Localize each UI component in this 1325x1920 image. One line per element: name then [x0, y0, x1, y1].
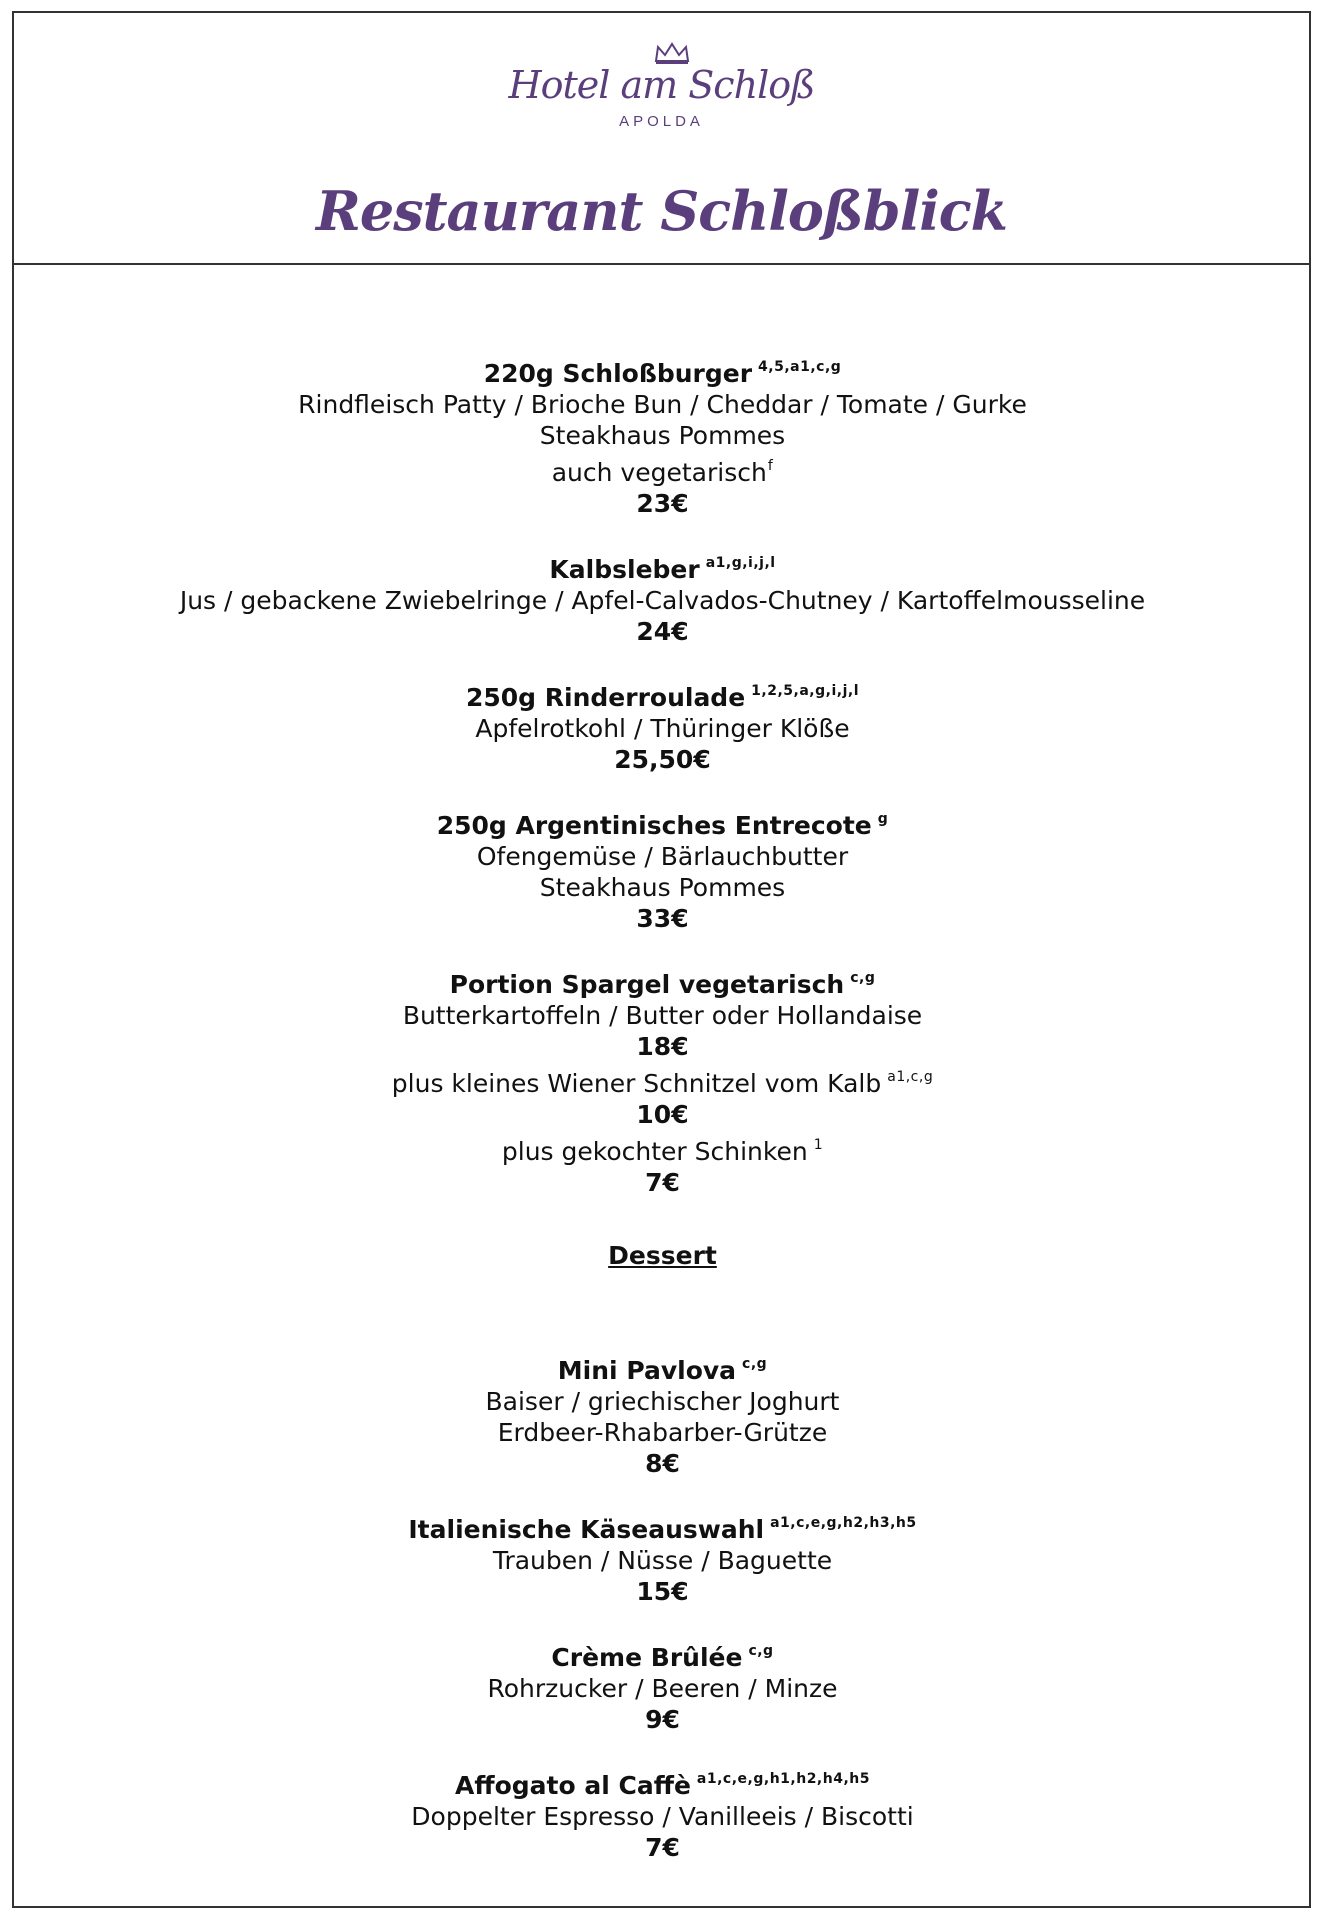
menu-item-description-line — [0, 451, 1325, 488]
menu-item-name: Crème Brûlée — [551, 1643, 743, 1672]
menu-item-title — [0, 1636, 1325, 1673]
menu-item — [0, 676, 1325, 775]
menu-item — [0, 352, 1325, 519]
restaurant-title: Restaurant Schloßblick — [315, 179, 1008, 243]
menu-item-price: 24€ — [636, 617, 689, 646]
menu-item-description: Butterkartoffeln / Butter oder Hollandaise — [402, 1001, 923, 1030]
menu-item-title — [0, 963, 1325, 1000]
menu-item — [0, 548, 1325, 647]
menu-item-description: auch vegetarisch — [551, 458, 767, 487]
menu-item-description: Jus / gebackene Zwiebelringe / Apfel-Calvados-Chutney / Kartoffelmousseline — [179, 586, 1146, 615]
allergen-codes: c,g — [742, 1356, 768, 1372]
dessert-item — [0, 1349, 1325, 1479]
menu-item-title — [0, 548, 1325, 585]
menu-item-price: 23€ — [636, 489, 689, 518]
allergen-codes: 1,2,5,a,g,i,j,l — [751, 683, 859, 699]
hotel-location: APOLDA — [619, 113, 704, 130]
menu-header — [14, 13, 1309, 265]
menu-addon-text: plus kleines Wiener Schnitzel vom Kalb — [391, 1069, 882, 1098]
menu-item-title — [0, 1349, 1325, 1386]
menu-item-title — [0, 676, 1325, 713]
menu-item-title — [0, 804, 1325, 841]
menu-item-name: 250g Rinderroulade — [465, 683, 746, 712]
menu-item-price: 8€ — [645, 1449, 680, 1478]
menu-item-description: Rindfleisch Patty / Brioche Bun / Cheddar / Tomate / Gurke — [298, 390, 1027, 419]
menu-item-title — [0, 352, 1325, 389]
menu-item — [0, 804, 1325, 934]
menu-item-price: 33€ — [636, 904, 689, 933]
hotel-logo: Hotel am Schloß — [508, 63, 815, 107]
menu-item-description: Erdbeer-Rhabarber-Grütze — [497, 1418, 828, 1447]
menu-item-price: 7€ — [645, 1833, 680, 1862]
menu-addon-price: 7€ — [645, 1168, 680, 1197]
menu-item-description: Ofengemüse / Bärlauchbutter — [476, 842, 849, 871]
menu-addon — [0, 1130, 1325, 1167]
menu-item-name: Mini Pavlova — [557, 1356, 737, 1385]
menu-item-description: Steakhaus Pommes — [539, 873, 786, 902]
dessert-item — [0, 1636, 1325, 1735]
allergen-codes: g — [877, 811, 889, 827]
menu-item-name: 220g Schloßburger — [483, 359, 753, 388]
menu-item-name: Affogato al Caffè — [454, 1771, 691, 1800]
menu-item-description: Trauben / Nüsse / Baguette — [492, 1546, 833, 1575]
menu-item-description: Baiser / griechischer Joghurt — [485, 1387, 840, 1416]
menu-item-price: 25,50€ — [614, 745, 711, 774]
menu-item-name: Italienische Käseauswahl — [408, 1515, 765, 1544]
allergen-codes: a1,g,i,j,l — [705, 555, 776, 571]
menu-item-description: Rohrzucker / Beeren / Minze — [487, 1674, 838, 1703]
menu-item-description: Steakhaus Pommes — [539, 421, 786, 450]
menu-item-price: 9€ — [645, 1705, 680, 1734]
allergen-codes: a1,c,g — [887, 1069, 934, 1085]
allergen-codes: c,g — [748, 1643, 774, 1659]
allergen-codes: c,g — [850, 970, 876, 986]
allergen-codes: 1 — [813, 1137, 824, 1153]
menu-item-name: Portion Spargel vegetarisch — [449, 970, 845, 999]
crown-icon — [652, 41, 692, 65]
menu-item-price: 18€ — [636, 1032, 689, 1061]
menu-content — [0, 352, 1325, 1892]
allergen-codes: 4,5,a1,c,g — [758, 359, 842, 375]
dessert-item — [0, 1508, 1325, 1607]
menu-item-spargel — [0, 963, 1325, 1198]
menu-item-name: 250g Argentinisches Entrecote — [436, 811, 872, 840]
menu-addon — [0, 1062, 1325, 1099]
menu-item-title — [0, 1508, 1325, 1545]
menu-item-title — [0, 1764, 1325, 1801]
menu-item-price: 15€ — [636, 1577, 689, 1606]
dessert-heading: Dessert — [608, 1241, 717, 1270]
menu-addon-price: 10€ — [636, 1100, 689, 1129]
menu-item-name: Kalbsleber — [549, 555, 700, 584]
dessert-item — [0, 1764, 1325, 1863]
allergen-codes: a1,c,e,g,h2,h3,h5 — [770, 1515, 917, 1531]
allergen-codes: a1,c,e,g,h1,h2,h4,h5 — [696, 1771, 870, 1787]
allergen-codes: f — [767, 458, 774, 474]
menu-item-description: Apfelrotkohl / Thüringer Klöße — [475, 714, 850, 743]
menu-item-description: Doppelter Espresso / Vanilleeis / Biscotti — [411, 1802, 914, 1831]
menu-addon-text: plus gekochter Schinken — [501, 1137, 808, 1166]
